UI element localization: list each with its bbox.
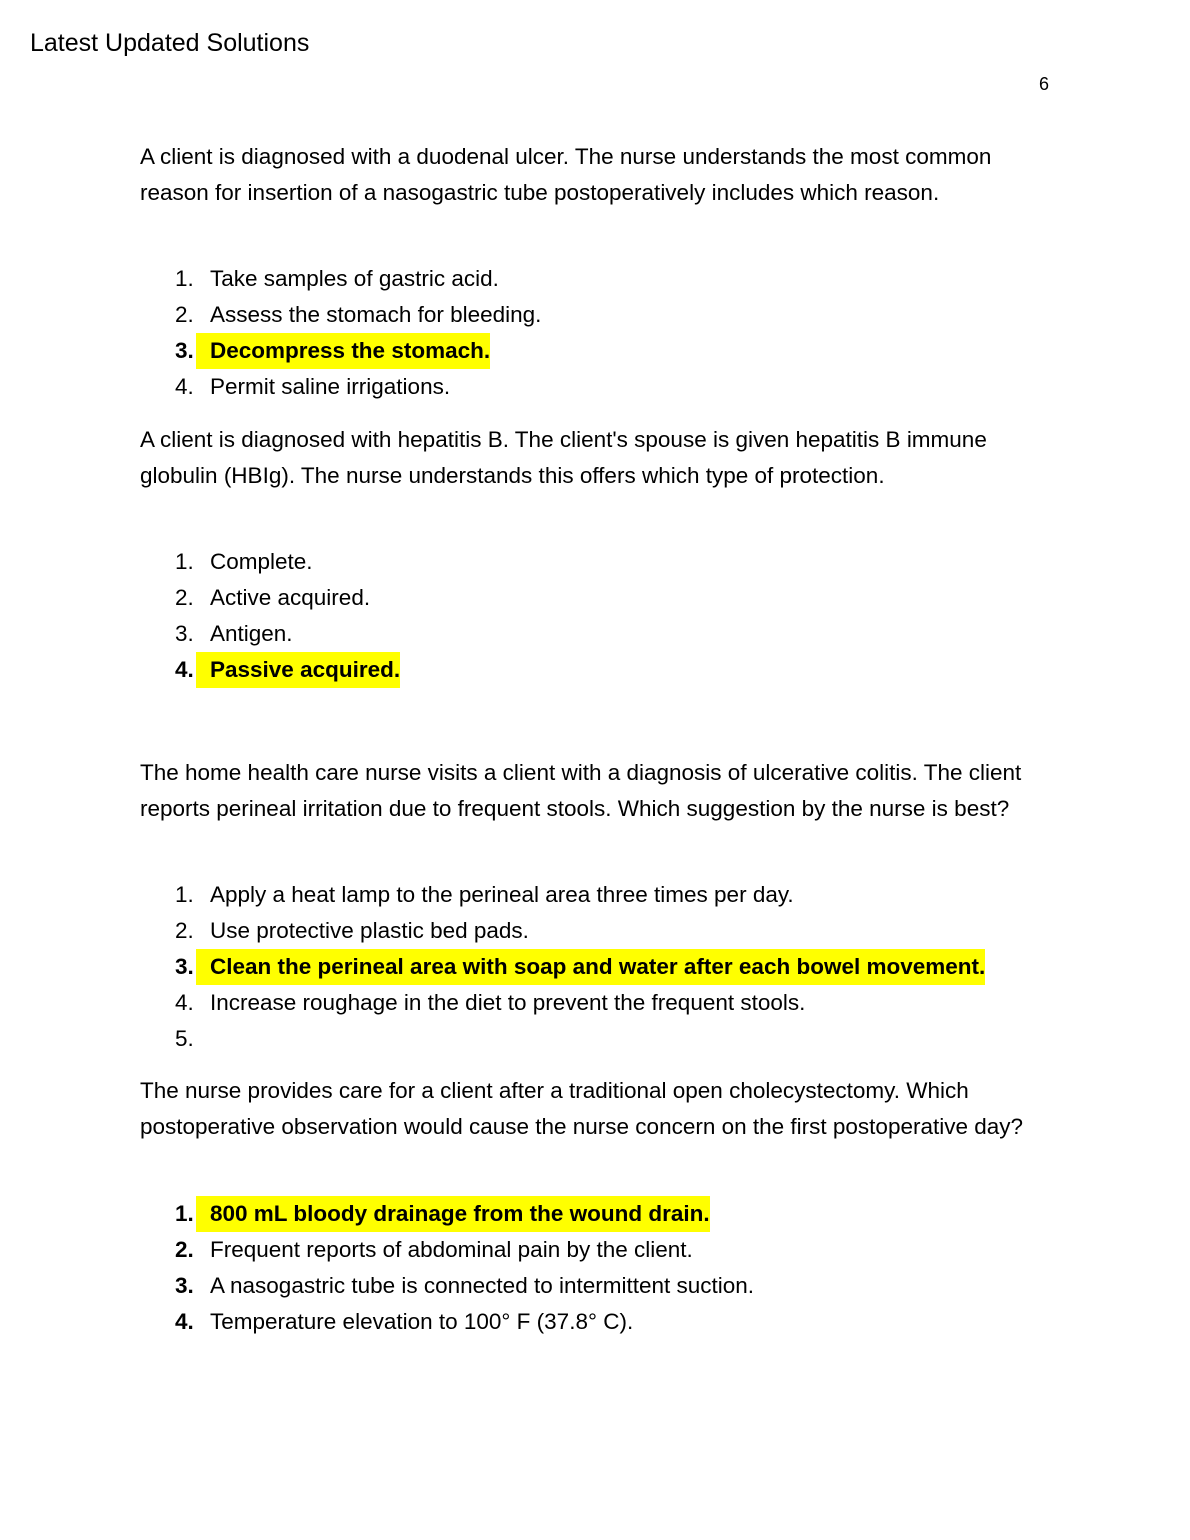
page-number: 6 [1039, 74, 1050, 94]
q1-option-3-answer: 3. Decompress the stomach. [175, 333, 490, 369]
q4-option-1-answer: 1. 800 mL bloody drainage from the wound drain. [175, 1196, 710, 1232]
q4-option-3: 3. A nasogastric tube is connected to intermittent suction. [175, 1273, 755, 1298]
q3-option-3-answer: 3. Clean the perineal area with soap and water after each bowel movement. [175, 949, 985, 985]
q2-option-4-answer: 4. Passive acquired. [175, 652, 400, 688]
question-2-stem: A client is diagnosed with hepatitis B. The client's spouse is given hepatitis B immune globulin (HBIg). The nurse understands this offers which type of protection. [140, 427, 987, 488]
document-header: Latest Updated Solutions [30, 29, 310, 57]
q1-option-1: 1. Take samples of gastric acid. [175, 266, 499, 291]
q2-option-2: 2. Active acquired. [175, 585, 371, 610]
q1-option-4: 4. Permit saline irrigations. [175, 374, 451, 399]
q2-option-3: 3. Antigen. [175, 621, 293, 646]
q3-option-2: 2. Use protective plastic bed pads. [175, 918, 529, 943]
q1-option-2: 2. Assess the stomach for bleeding. [175, 302, 542, 327]
q4-option-4: 4. Temperature elevation to 100° F (37.8° C). [175, 1309, 634, 1334]
q3-option-5: 5. [175, 1026, 194, 1051]
q3-option-1: 1. Apply a heat lamp to the perineal area three times per day. [175, 882, 794, 907]
question-1-stem: A client is diagnosed with a duodenal ulcer. The nurse understands the most common reason for insertion of a nasogastric tube postoperatively includes which reason. [140, 144, 992, 205]
q4-option-2: 2. Frequent reports of abdominal pain by the client. [175, 1237, 693, 1262]
question-4-stem: The nurse provides care for a client after a traditional open cholecystectomy. Which postoperative observation would cause the nurse concern on the first postoperative day? [140, 1078, 1024, 1139]
q2-option-1: 1. Complete. [175, 549, 313, 574]
question-3-stem: The home health care nurse visits a client with a diagnosis of ulcerative colitis. The client reports perineal irritation due to frequent stools. Which suggestion by the nurse is best? [140, 760, 1022, 821]
q3-option-4: 4. Increase roughage in the diet to prevent the frequent stools. [175, 990, 806, 1015]
